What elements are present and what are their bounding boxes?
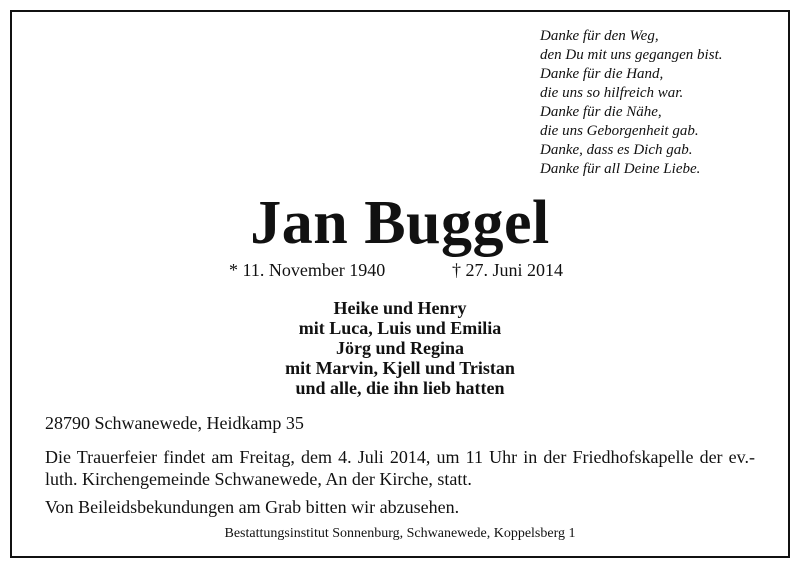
poem-line: die uns Geborgenheit gab. [540,123,699,139]
birth-date: * 11. November 1940 [229,260,386,280]
funeral-service-notice: Die Trauerfeier findet am Freitag, dem 4. Juli 2014, um 11 Uhr in der Friedhofskapelle der ev.-luth. Kirchengemeinde Schwanewede, An der Kirche, statt. [45,447,755,489]
mourners-list [0,298,800,398]
poem [540,27,722,179]
deceased-name: Jan Buggel [250,189,550,257]
condolence-request: Von Beileidsbekundungen am Grab bitten wir abzusehen. [45,497,460,517]
poem-line: Danke, dass es Dich gab. [540,142,693,158]
funeral-home: Bestattungsinstitut Sonnenburg, Schwanewede, Koppelsberg 1 [224,526,576,541]
poem-line: die uns so hilfreich war. [540,85,684,101]
mourner-line: mit Luca, Luis und Emilia [298,318,502,338]
mourner-line: mit Marvin, Kjell und Tristan [285,358,515,378]
mourner-line: und alle, die ihn lieb hatten [295,378,505,398]
poem-line: Danke für den Weg, [540,28,659,44]
family-address: 28790 Schwanewede, Heidkamp 35 [45,413,304,433]
mourner-line: Jörg und Regina [335,338,465,358]
poem-line: den Du mit uns gegangen bist. [540,47,723,63]
mourner-line: Heike und Henry [333,298,467,318]
poem-line: Danke für die Hand, [540,66,664,82]
death-date: † 27. Juni 2014 [452,260,564,280]
poem-line: Danke für die Nähe, [540,104,662,120]
poem-line: Danke für all Deine Liebe. [540,161,701,177]
